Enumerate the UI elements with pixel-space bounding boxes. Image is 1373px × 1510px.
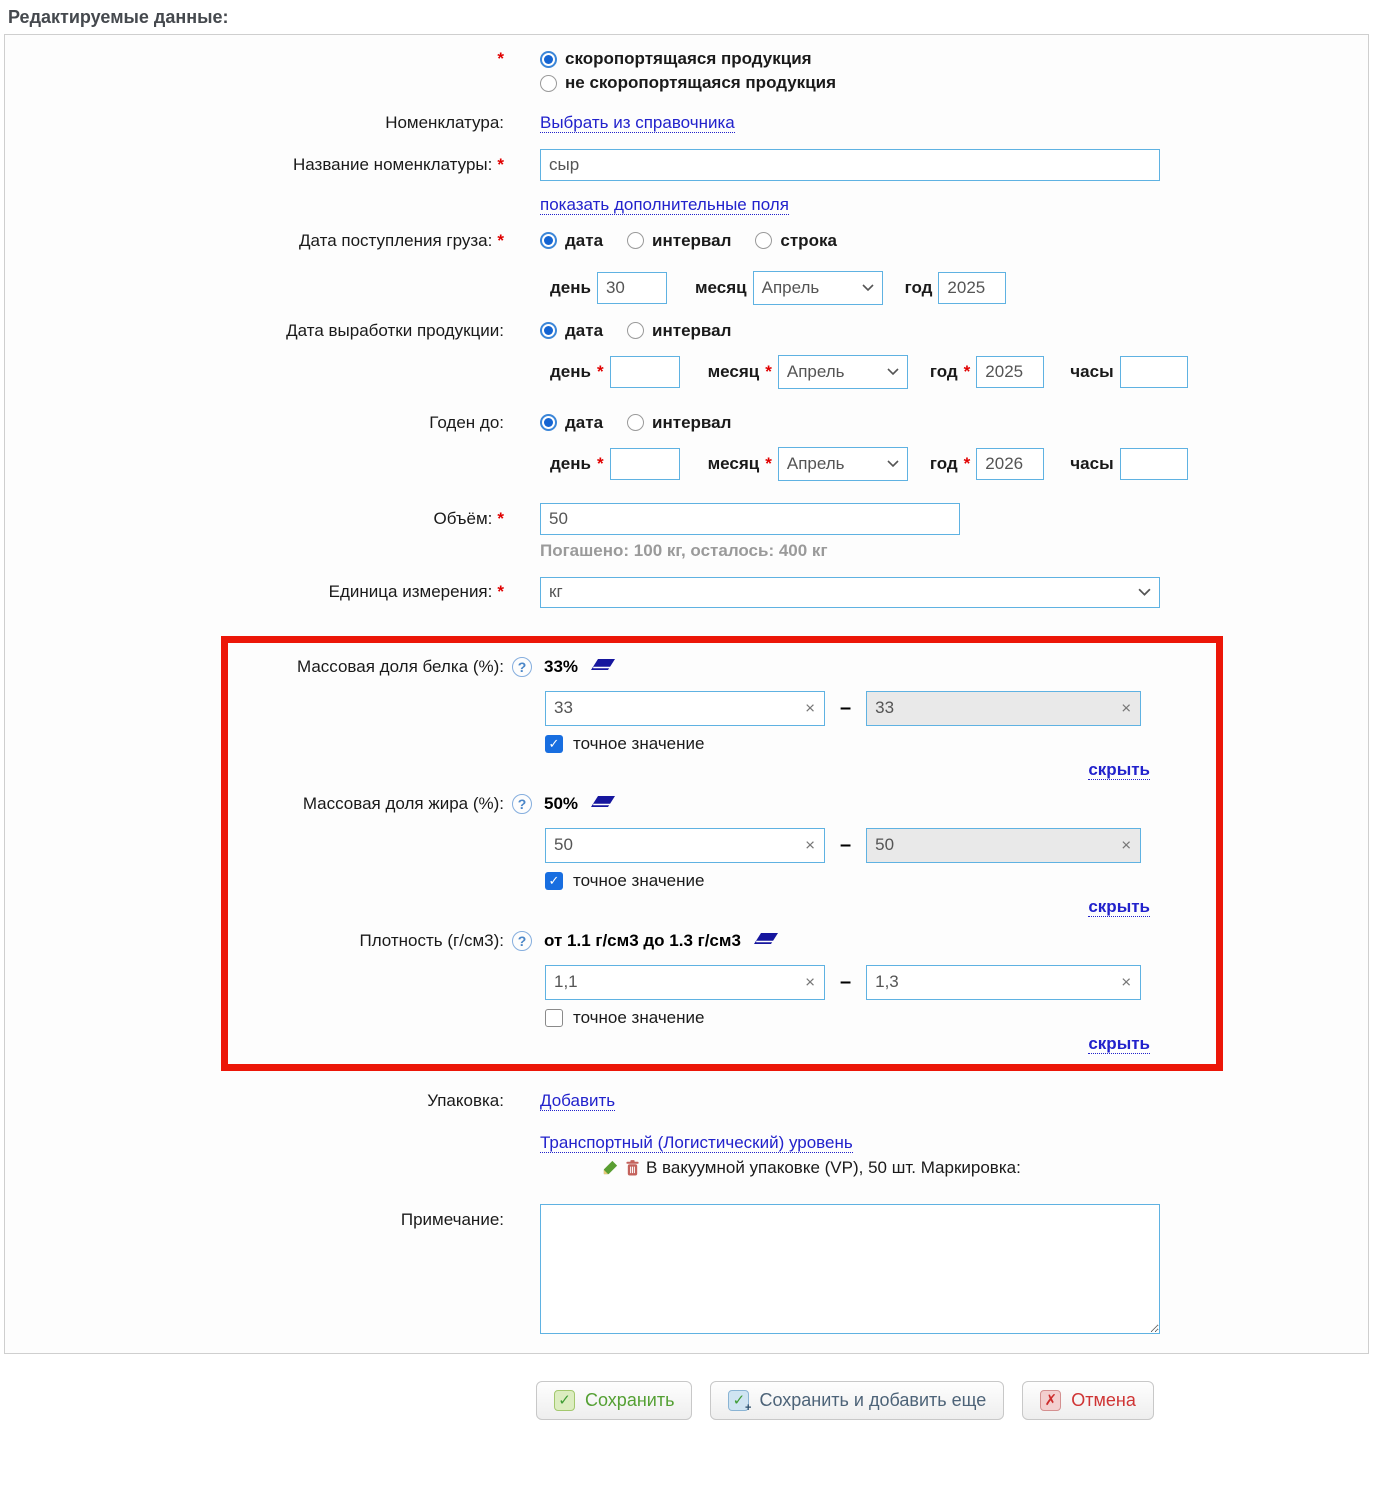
- volume-hint: Погашено: 100 кг, осталось: 400 кг: [540, 540, 828, 560]
- save-and-add-button-label: Сохранить и добавить еще: [759, 1389, 987, 1410]
- protein-from-input[interactable]: [545, 691, 825, 726]
- year-label: год: [929, 361, 958, 381]
- unit-label: Единица измерения: *: [328, 582, 504, 601]
- help-icon[interactable]: ?: [512, 794, 532, 814]
- required-asterisk: *: [596, 361, 604, 381]
- radio-icon[interactable]: [540, 232, 557, 249]
- protein-to-input[interactable]: [866, 691, 1141, 726]
- fat-from-input[interactable]: [545, 828, 825, 863]
- radio-icon[interactable]: [627, 414, 644, 431]
- required-asterisk: *: [963, 361, 971, 381]
- arrival-date-fields-row: [5, 271, 1368, 305]
- cancel-button-label: Отмена: [1071, 1389, 1136, 1410]
- protein-value: 33%: [544, 656, 579, 676]
- action-buttons: [536, 1381, 1373, 1420]
- unit-select[interactable]: кг: [540, 577, 1160, 608]
- year-label: год: [929, 453, 958, 473]
- nomenclature-label: Номенклатура:: [385, 112, 504, 132]
- note-label: Примечание:: [400, 1209, 504, 1229]
- density-inputs-row: [545, 965, 1216, 1000]
- perishable-row: [5, 49, 1368, 97]
- production-day-input[interactable]: [610, 356, 680, 388]
- required-asterisk: *: [963, 453, 971, 473]
- expiry-date-fields-row: [5, 447, 1368, 481]
- note-row: [5, 1204, 1368, 1339]
- show-extra-fields-link[interactable]: показать дополнительные поля: [540, 194, 789, 214]
- save-add-check-icon: ✓ +: [728, 1390, 749, 1411]
- save-and-add-button[interactable]: [710, 1381, 1004, 1420]
- radio-icon[interactable]: [627, 322, 644, 339]
- radio-icon[interactable]: [755, 232, 772, 249]
- plus-icon: +: [745, 1401, 752, 1414]
- exact-value-label: точное значение: [573, 870, 705, 890]
- day-label: день: [550, 361, 591, 381]
- required-asterisk: *: [765, 361, 772, 381]
- density-to-wrap: [866, 965, 1141, 1000]
- fat-value: 50%: [544, 793, 579, 813]
- fat-to-input[interactable]: [866, 828, 1141, 863]
- eraser-icon[interactable]: [753, 932, 779, 949]
- packaging-label: Упаковка:: [427, 1090, 504, 1110]
- production-month-select[interactable]: Апрель: [778, 355, 908, 389]
- select-from-catalog-link[interactable]: Выбрать из справочника: [540, 112, 735, 132]
- expiry-mode-interval[interactable]: интервал: [627, 413, 731, 433]
- arrival-mode-string[interactable]: строка: [755, 231, 837, 251]
- radio-icon[interactable]: [540, 414, 557, 431]
- fat-header-row: [228, 794, 1216, 814]
- density-value: от 1.1 г/см3 до 1.3 г/см3: [544, 930, 741, 950]
- arrival-year-input[interactable]: [938, 272, 1006, 304]
- hours-label: часы: [1070, 453, 1114, 473]
- arrival-month-select[interactable]: Апрель: [753, 271, 883, 305]
- radio-icon[interactable]: [540, 75, 557, 92]
- range-dash: –: [840, 833, 852, 856]
- radio-icon[interactable]: [540, 322, 557, 339]
- expiry-year-input[interactable]: [976, 448, 1044, 480]
- delete-trash-icon[interactable]: [625, 1159, 640, 1177]
- density-header-row: [228, 931, 1216, 951]
- arrival-mode-interval[interactable]: интервал: [627, 231, 731, 251]
- save-button[interactable]: [536, 1381, 692, 1420]
- chevron-down-icon: [1138, 588, 1151, 597]
- protein-to-wrap: [866, 691, 1141, 726]
- density-from-wrap: [545, 965, 825, 1000]
- fat-from-wrap: [545, 828, 825, 863]
- production-date-label: Дата выработки продукции:: [286, 320, 504, 340]
- expiry-day-input[interactable]: [610, 448, 680, 480]
- fat-hide-row: [228, 897, 1216, 917]
- cancel-cross-icon: ✗: [1040, 1390, 1061, 1411]
- radio-icon[interactable]: [627, 232, 644, 249]
- expiry-mode-date[interactable]: дата: [540, 413, 603, 433]
- radio-label: не скоропортящаяся продукция: [565, 73, 837, 92]
- nomenclature-row: [5, 113, 1368, 133]
- required-asterisk: *: [497, 582, 504, 601]
- density-exact-row: [545, 1008, 1216, 1028]
- production-year-input[interactable]: [976, 356, 1044, 388]
- help-icon[interactable]: ?: [512, 657, 532, 677]
- chevron-down-icon: [862, 284, 874, 292]
- note-textarea[interactable]: [540, 1204, 1160, 1334]
- clear-icon[interactable]: ×: [1121, 835, 1132, 855]
- save-check-icon: ✓: [554, 1390, 575, 1411]
- production-date-fields-row: [5, 355, 1368, 389]
- clear-icon[interactable]: ×: [805, 835, 815, 855]
- perishable-required: [5, 49, 504, 69]
- volume-row: [5, 503, 1368, 535]
- clear-icon[interactable]: ×: [1121, 972, 1132, 992]
- production-mode-date[interactable]: дата: [540, 321, 603, 341]
- exact-value-label: точное значение: [573, 1007, 705, 1027]
- help-icon[interactable]: ?: [512, 931, 532, 951]
- radio-icon[interactable]: [540, 51, 557, 68]
- checkbox-checked-icon[interactable]: ✓: [545, 735, 563, 753]
- month-label: месяц: [694, 277, 747, 297]
- radio-non-perishable[interactable]: [540, 73, 836, 93]
- density-to-input[interactable]: [866, 965, 1141, 1000]
- packaging-item-text: В вакуумной упаковке (VP), 50 шт. Маркировка:: [646, 1157, 1021, 1177]
- chevron-down-icon: [887, 368, 899, 376]
- unit-row: [5, 577, 1368, 608]
- clear-icon[interactable]: ×: [805, 972, 815, 992]
- fat-exact-row: [545, 871, 1216, 891]
- perishable-options: [540, 49, 836, 97]
- fat-label: Массовая доля жира (%):: [302, 793, 504, 813]
- volume-input[interactable]: [540, 503, 960, 535]
- expiry-hours-input[interactable]: [1120, 448, 1188, 480]
- arrival-date-label: Дата поступления груза: *: [299, 230, 504, 250]
- production-date-mode-row: [5, 321, 1368, 341]
- day-label: день: [550, 453, 591, 473]
- protein-hide-row: [228, 760, 1216, 780]
- save-button-label: Сохранить: [585, 1389, 675, 1410]
- nomenclature-name-input[interactable]: [540, 149, 1160, 181]
- production-hours-input[interactable]: [1120, 356, 1188, 388]
- required-asterisk: *: [497, 230, 504, 250]
- edit-form: [4, 34, 1369, 1354]
- eraser-icon[interactable]: [590, 795, 616, 812]
- protein-exact-row: [545, 734, 1216, 754]
- nomenclature-name-row: [5, 149, 1368, 181]
- fat-to-wrap: [866, 828, 1141, 863]
- arrival-day-input[interactable]: [597, 272, 667, 304]
- expiry-date-mode-row: [5, 413, 1368, 433]
- transport-level-link[interactable]: Транспортный (Логистический) уровень: [540, 1132, 853, 1152]
- expiry-month-select[interactable]: Апрель: [778, 447, 908, 481]
- hide-link[interactable]: скрыть: [1088, 759, 1150, 779]
- edit-pencil-icon[interactable]: [602, 1159, 619, 1176]
- density-hide-row: [228, 1034, 1216, 1054]
- year-label: год: [904, 277, 933, 297]
- protein-label: Массовая доля белка (%):: [296, 656, 504, 676]
- checkbox-checked-icon[interactable]: ✓: [545, 872, 563, 890]
- hide-link[interactable]: скрыть: [1088, 1033, 1150, 1053]
- protein-from-wrap: [545, 691, 825, 726]
- highlighted-parameters-box: [221, 636, 1223, 1071]
- day-label: день: [550, 277, 591, 297]
- expiry-date-label: Годен до:: [429, 412, 504, 432]
- volume-hint-row: [5, 537, 1368, 561]
- month-label: месяц: [707, 361, 760, 381]
- packaging-item: [602, 1158, 1021, 1178]
- page-title: Редактируемые данные:: [8, 7, 229, 27]
- cancel-button[interactable]: [1022, 1381, 1154, 1420]
- transport-level-row: [5, 1133, 1368, 1178]
- clear-icon[interactable]: ×: [805, 698, 815, 718]
- hours-label: часы: [1070, 361, 1114, 381]
- arrival-date-mode-row: [5, 231, 1368, 251]
- volume-label: Объём: *: [433, 508, 504, 528]
- packaging-row: [5, 1091, 1368, 1111]
- protein-header-row: [228, 657, 1216, 677]
- density-label: Плотность (г/см3):: [359, 930, 504, 950]
- required-asterisk: *: [497, 508, 504, 528]
- production-mode-interval[interactable]: интервал: [627, 321, 731, 341]
- extra-fields-row: [5, 195, 1368, 215]
- required-asterisk: *: [497, 154, 504, 174]
- required-asterisk: *: [765, 453, 772, 473]
- arrival-mode-date[interactable]: дата: [540, 231, 603, 251]
- checkbox-unchecked-icon[interactable]: [545, 1009, 563, 1027]
- eraser-icon[interactable]: [590, 658, 616, 675]
- radio-perishable[interactable]: [540, 49, 812, 69]
- nomenclature-name-label: Название номенклатуры: *: [292, 154, 504, 174]
- clear-icon[interactable]: ×: [1121, 698, 1132, 718]
- density-from-input[interactable]: [545, 965, 825, 1000]
- radio-label: скоропортящаяся продукция: [565, 49, 812, 68]
- range-dash: –: [840, 696, 852, 719]
- required-asterisk: *: [497, 49, 504, 68]
- protein-inputs-row: [545, 691, 1216, 726]
- fat-inputs-row: [545, 828, 1216, 863]
- chevron-down-icon: [887, 460, 899, 468]
- packaging-add-link[interactable]: Добавить: [540, 1090, 616, 1110]
- required-asterisk: *: [596, 453, 604, 473]
- range-dash: –: [840, 970, 852, 993]
- exact-value-label: точное значение: [573, 733, 705, 753]
- month-label: месяц: [707, 453, 760, 473]
- hide-link[interactable]: скрыть: [1088, 896, 1150, 916]
